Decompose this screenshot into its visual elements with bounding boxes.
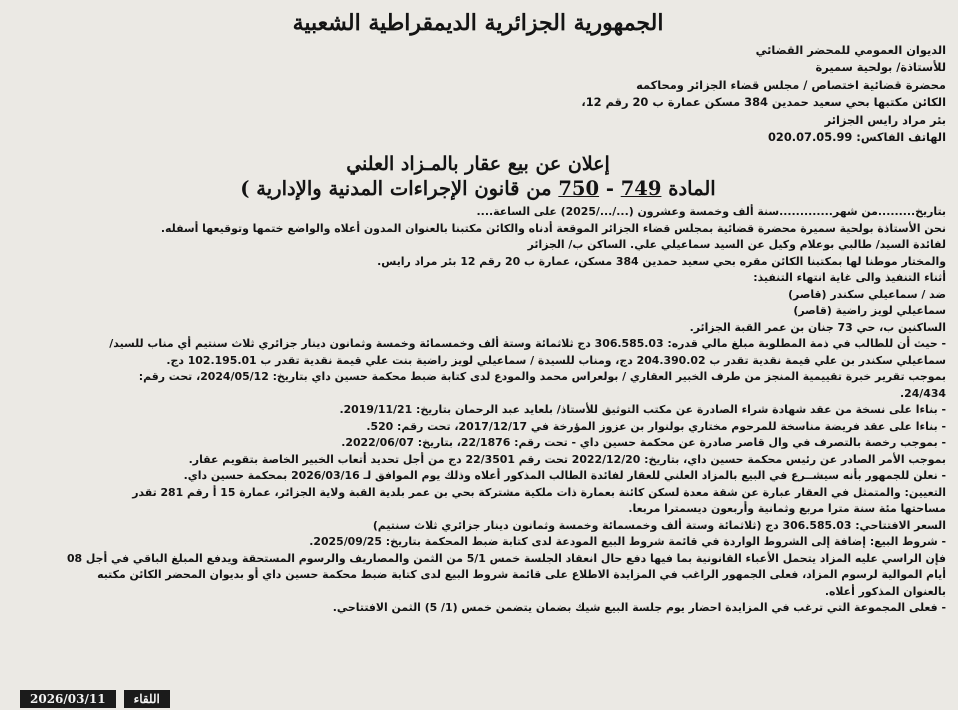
notice-line: فإن الراسي عليه المزاد يتحمل الأعباء القانونية بما فيها دفع حال انعقاد الجلسة خمس 5/1 من الثمن والمصاريف والرسوم المستحقة ويدفع المبلغ الباقي في أجل 08 <box>66 551 946 565</box>
article-suffix: من قانون الإجراءات المدنية والإدارية ) <box>240 177 552 201</box>
notice-line: السعر الافتتاحي: 306.585.03 دج (ثلاثمائة وستة ألف وخمسمائة وخمسة وثمانون دينار جزائري ثلاث سنتيم) <box>372 518 946 532</box>
header-line: الكائن مكتبها بحي سعيد حمدين 384 مسكن عمارة ب 20 رقم 12، <box>581 95 946 110</box>
article-reference <box>10 176 946 202</box>
notice-line: - شروط البيع: إضافة إلى الشروط الواردة في قائمة شروط البيع المودعة لدى كتابة ضبط المحكمة بتاريخ: 2025/09/25. <box>309 535 946 549</box>
notice-line: - بناءا على نسخة من عقد شهادة شراء الصادرة عن مكتب التوثيق للأستاذ/ بلعايد عبد الرحمان بتاريخ: 2019/11/21. <box>339 403 946 417</box>
header-line: الديوان العمومي للمحضر القضائي <box>755 43 946 57</box>
notice-line: - حيث أن للطالب في ذمة المطلوبة مبلغ مالي قدره: 306.585.03 دج ثلاثمائة وستة ألف وخمسمائة وخمسة وثمانون دينار جزائري ثلاث سنتيم أي مناب للسيد/ <box>109 337 946 351</box>
notice-line: ضد / سماعيلي سكندر (قاصر) <box>788 287 946 301</box>
publication-footer <box>20 690 170 708</box>
article-number-a: 749 <box>620 177 662 201</box>
article-separator: - <box>599 177 621 201</box>
notice-line: أيام الموالية لرسوم المزاد، فعلى الجمهور الراغب في المزايدة الاطلاع على قائمة شروط البيع لدى كتابة ضبط محكمة حسين داي أو بديوان المحضر الكائن مكتبه <box>97 568 946 582</box>
notice-line: بموجب الأمر الصادر عن رئيس محكمة حسين داي، بتاريخ: 2022/12/20 تحت رقم 22/3501 دج من أجل تحديد أتعاب الخبير الخاصة بتقويم عقار. <box>188 452 946 466</box>
article-number-b: 750 <box>558 177 600 201</box>
notice-line: - بموجب رخصة بالتصرف في وال قاصر صادرة عن محكمة حسين داي - تحت رقم: 22/1876، بتاريخ: 2022/06/07. <box>341 436 946 450</box>
notice-line: الساكنين ب، حي 73 جنان بن عمر القبة الجزائر. <box>689 320 946 334</box>
notice-line: بالعنوان المذكور أعلاه. <box>824 584 946 598</box>
header-line: الهاتف الفاكس: 020.07.05.99 <box>767 130 946 145</box>
notice-line: نحن الأستاذة بولحية سميرة محضرة قضائية بمجلس قضاء الجزائر الموقعة أدناه والكائن مكتبنا بالعنوان المدون أعلاه والواضع ختمها وتوقيعها أسفله. <box>160 221 946 235</box>
notice-line: - بناءا على عقد فريضة مناسخة للمرحوم مختاري بولنوار بن عزوز المؤرخة في 2017/12/17، تحت رقم: 520. <box>366 419 946 433</box>
bailiff-header <box>10 42 946 146</box>
notice-line: بموجب تقرير خبرة تقييمية المنجز من طرف الخبير العقاري / بولعراس محمد والمودع لدى كتابة ضبط محكمة حسين داي بتاريخ: 2024/05/12، تحت رقم: <box>138 370 946 384</box>
republic-heading: الجمهورية الجزائرية الديمقراطية الشعبية <box>292 10 664 36</box>
notice-line: بتاريخ.........من شهر.............سنة ألف وخمسة وعشرون (.../.../2025) على الساعة.... <box>476 205 946 219</box>
notice-line: سماعيلي سكندر بن علي قيمة نقدية تقدر ب 204.390.02 دج، ومناب للسيدة / سماعيلي لويز راضية بنت علي قيمة نقدية تقدر ب 102.195.01 دج. <box>166 353 946 367</box>
notice-title: إعلان عن بيع عقار بالمـزاد العلني <box>346 153 610 176</box>
publication-date: 2026/03/11 <box>20 690 116 708</box>
notice-line: 24/434. <box>899 386 946 400</box>
notice-line: لفائدة السيد/ طالبي بوعلام وكيل عن السيد سماعيلي علي. الساكن ب/ الجزائر <box>527 238 946 252</box>
header-line: للأستاذة/ بولحية سميرة <box>815 60 946 75</box>
notice-body <box>10 204 946 617</box>
notice-line: - فعلى المجموعة التي ترغب في المزايدة احضار يوم جلسة البيع شيك بضمان يتضمن خمس (1/ 5) الثمن الافتتاحي. <box>332 601 946 615</box>
notice-line: سماعيلي لويز راضية (قاصر) <box>793 304 946 318</box>
header-line: بئر مراد رايس الجزائر <box>824 112 946 127</box>
notice-line: - نعلن للجمهور بأنه سيشــرع في البيع بالمزاد العلني للعقار لفائدة الطالب المذكور أعلاه وذلك يوم الموافق لـ 2026/03/16 بمحكمة حسين داي. <box>183 469 946 483</box>
article-prefix: المادة <box>668 177 716 201</box>
notice-line: التعيين: والمتمثل في العقار عبارة عن شقة معدة لسكن كائنة بعمارة ذات ملكية مشتركة بحي بن عمر بلدية القبة ولاية الجزائر، عمارة 15 أ رقم 281 تقدر <box>132 485 946 499</box>
header-line: محضرة قضائية اختصاص / مجلس قضاء الجزائر ومحاكمه <box>636 77 946 92</box>
notice-line: أثناء التنفيذ والى غاية انتهاء التنفيذ: <box>753 271 946 285</box>
notice-line: مساحتها مئة سنة مترا مربع وثمانية وأربعون ديسمترا مربعا. <box>628 502 946 516</box>
newspaper-name: اللقاء <box>124 690 170 708</box>
notice-line: والمختار موطنا لها بمكتبنا الكائن مقره بحي سعيد حمدين 384 مسكن، عمارة ب 20 رقم 12 بئر مراد رايس. <box>377 254 946 268</box>
